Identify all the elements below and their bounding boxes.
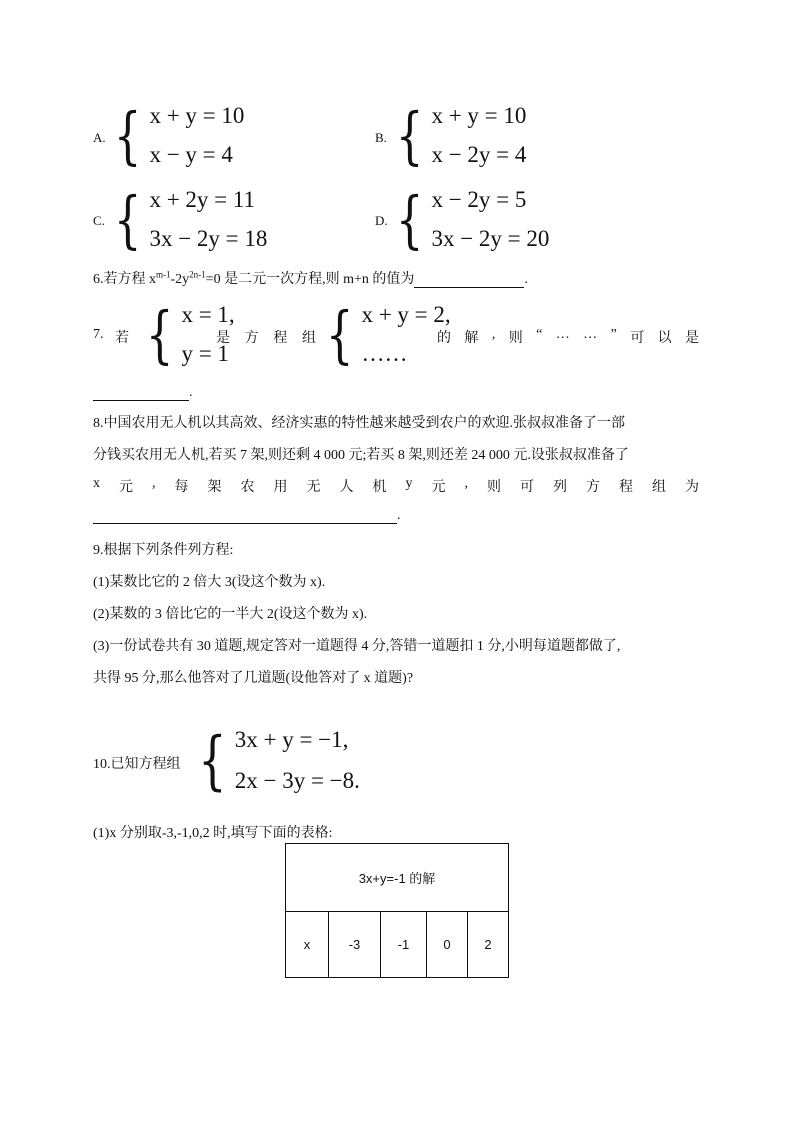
option-b-eq2: x − 2y = 4 [431,142,527,168]
option-c-label: C. [93,213,105,228]
q7-solution-eq2: y = 1 [181,341,229,367]
option-c-system [108,182,267,258]
option-d-eq2: 3x − 2y = 20 [431,226,550,252]
q10-part-1: (1)x 分别取-3,-1,0,2 时,填写下面的表格: [93,826,333,841]
q6-prefix: 6.若方程 x [93,272,156,287]
q10-eq1: 3x + y = −1, [234,727,349,752]
option-a-system [108,98,244,174]
table-header: 3x+y=-1 的解 [286,844,509,912]
q7-solution-eq1: x = 1, [181,302,235,327]
option-a-label: A. [93,130,106,145]
table-cell: 2 [468,912,509,978]
table-cell: -1 [381,912,427,978]
q7-equation-system [320,297,451,373]
q7-number: 7. [93,327,104,342]
left-brace-icon: { [395,99,424,172]
option-b-system [390,98,526,174]
q6-end: . [524,272,528,287]
q6-exponent-2: 2n-1 [189,269,206,280]
q9-part-3-line-2: 共得 95 分,那么他答对了几道题(设他答对了 x 道题)? [93,671,414,686]
q7-system-eq1: x + y = 2, [361,302,451,327]
q8-line-3: x 元 , 每 架 农 用 无 人 机 y 元 , 则 可 列 方 程 组 为 [93,476,699,495]
option-a-eq2: x − y = 4 [149,142,233,168]
q9-part-3-line-1: (3)一份试卷共有 30 道题,规定答对一道题得 4 分,答错一道题扣 1 分,小明每道题都做了, [93,639,621,654]
q9-part-1: (1)某数比它的 2 倍大 3(设这个数为 x). [93,575,326,590]
q10-eq2: 2x − 3y = −8. [234,768,360,794]
left-brace-icon: { [325,298,354,371]
q10-solution-table [285,843,509,978]
table-row-label: x [286,912,329,978]
left-brace-icon: { [113,183,142,256]
q7-answer-blank [93,386,189,401]
q7-ruo: 若 [115,331,129,346]
option-d-eq1: x − 2y = 5 [431,187,527,212]
option-a-eq1: x + y = 10 [149,103,245,128]
q7-end: . [189,385,193,400]
q7-tail-text: 的 解 , 则 “ … … ” 可 以 是 [437,327,699,346]
left-brace-icon: { [198,724,227,798]
question-6 [93,268,528,288]
option-c-eq2: 3x − 2y = 18 [149,226,268,252]
q6-exponent-1: m-1 [156,269,171,280]
q6-answer-blank [414,273,524,288]
q6-middle: -2y [170,272,190,287]
left-brace-icon: { [145,298,174,371]
q8-line-1: 8.中国农用无人机以其高效、经济实惠的特性越来越受到农户的欢迎.张叔叔准备了一部 [93,416,625,431]
q8-end: . [397,508,401,523]
option-c-eq1: x + 2y = 11 [149,187,256,212]
left-brace-icon: { [113,99,142,172]
table-cell: 0 [427,912,468,978]
q9-title: 9.根据下列条件列方程: [93,543,234,558]
q7-middle-text: 是 方 程 组 [216,331,316,346]
option-d-label: D. [375,213,388,228]
left-brace-icon: { [395,183,424,256]
q9-part-2: (2)某数的 3 倍比它的一半大 2(设这个数为 x). [93,607,368,622]
option-b-label: B. [375,130,387,145]
option-d-system [390,182,549,258]
q8-answer-blank [93,509,397,524]
q10-label: 10.已知方程组 [93,757,181,772]
option-b-eq1: x + y = 10 [431,103,527,128]
q10-system [192,722,360,800]
table-cell: -3 [329,912,381,978]
q8-line-2: 分钱买农用无人机,若买 7 架,则还剩 4 000 元;若买 8 架,则还差 24 000 元.设张叔叔准备了 [93,448,629,463]
q6-suffix: =0 是二元一次方程,则 m+n 的值为 [205,272,415,287]
q7-system-eq2: …… [361,341,408,367]
